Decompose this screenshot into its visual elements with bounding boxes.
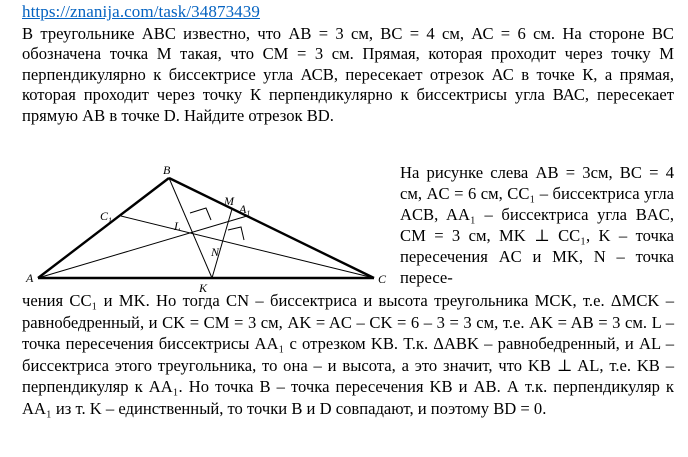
label-l: L [174,219,181,233]
solution-side-text: На рисунке слева AB = 3см, BC = 4 см, AC = 6 см, CC₁ – биссектриса угла ACB, AA₁ – биссектриса угла BAC, CM = 3 см, MK ⊥ CC₁, K – точка пересечения AC и MK, N – точка пересе- [400,163,674,287]
label-c1: $C_1$ [100,209,113,225]
label-a: A [26,271,34,285]
side-bc [169,178,374,278]
label-b: B [163,163,171,177]
label-m: M [224,194,234,208]
right-angle-mark-l [190,208,211,220]
label-k: K [199,281,208,295]
problem-statement: В треугольнике АВС известно, что АВ = 3 см, ВС = 4 см, АС = 6 см. На стороне ВС обозначена точка М такая, что СМ = 3 см. Прямая, которая проходит через точку М перпендикулярно к биссектрисе угла АСВ, пересекает отрезок АС в точке К, а прямая, которая проходит через точку К перпендикулярно к биссектрисы угла ВАС, пересекает прямую АВ в точке D. Найдите отрезок BD. [22,24,674,125]
triangle-figure [22,158,392,298]
right-angle-mark-n [228,227,244,240]
label-n: N [211,245,220,259]
bisector-cc1 [121,216,374,278]
side-ab [38,178,169,278]
label-a1: $A_1$ [239,202,251,218]
segment-mk [212,209,232,278]
solution-text: чения CC₁ и MK. Но тогда CN – биссектриса и высота треугольника MCK, т.е. ΔMCK – равнобедренный, и CK = CM = 3 см, AK = AC – CK = 6 – 3 = 3 см, т.е. AK = AB = 3 см. L – точка пересечения биссектрисы AA₁ с отрезком KB. Т.к. ΔABK – равнобедренный, и AL – биссектриса этого треугольника, то она – и высота, а это значит, что KB ⊥ AL, т.е. KB – перпендикуляр к AA₁. Но точка B – точка пересечения KB и AB. А т.к. перпендикуляр к AA₁ из т. K – единственный, то точки B и D совпадают, и поэтому BD = 0. [22,291,674,418]
label-c: C [378,272,387,286]
source-link[interactable]: https://znanija.com/task/34873439 [22,2,260,21]
